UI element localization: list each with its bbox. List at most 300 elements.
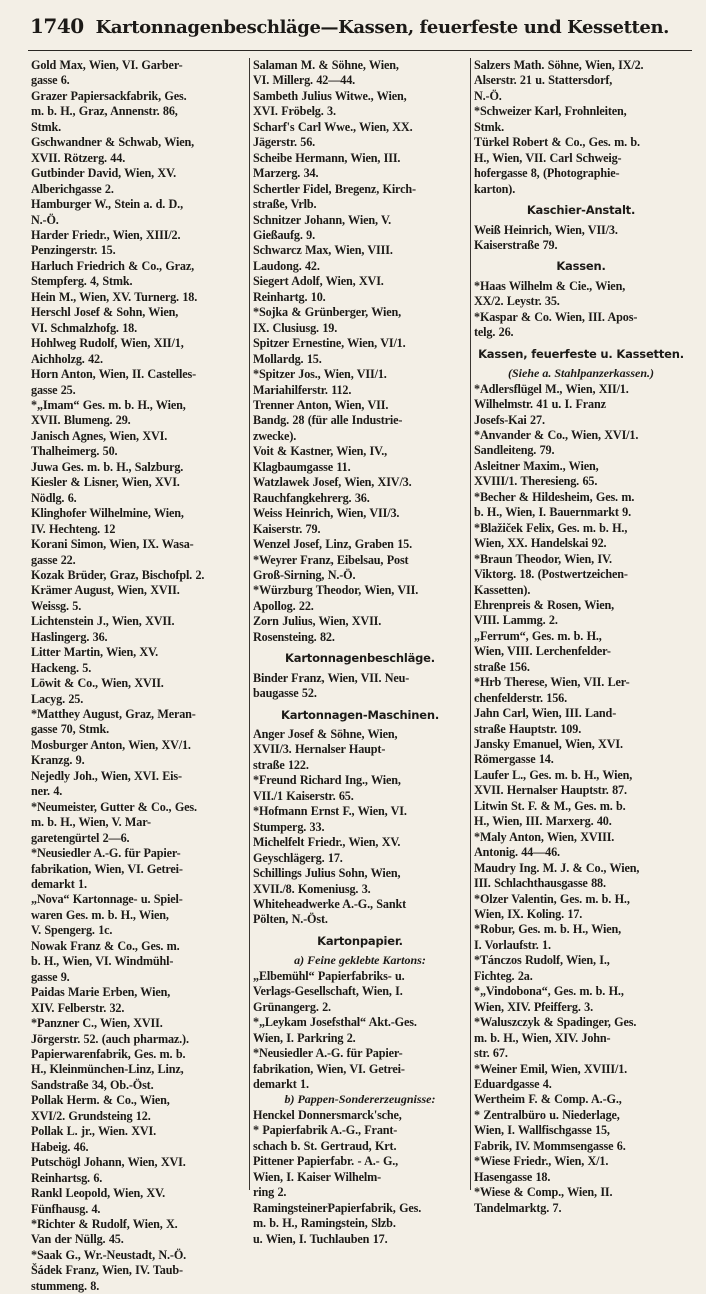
entry-line: *Robur, Ges. m. b. H., Wien, xyxy=(474,922,622,937)
entry-line: *Waluszczyk & Spadinger, Ges. xyxy=(474,1015,637,1030)
running-title: Kartonnagenbeschläge—Kassen, feuerfeste und Kessetten. xyxy=(95,17,670,38)
entry-line: Mariahilferstr. 112. xyxy=(253,382,352,397)
section-subheading: a) Feine geklebte Kartons: xyxy=(294,953,426,968)
entry-line: Gutbinder David, Wien, XV. xyxy=(31,166,177,181)
directory-entry xyxy=(31,769,246,800)
entry-line: m. b. H., Ramingstein, Slzb. xyxy=(253,1216,396,1231)
directory-entry xyxy=(31,58,246,89)
entry-line: Stmk. xyxy=(474,119,505,134)
directory-entry xyxy=(253,1154,467,1200)
entry-line: VI. Millerg. 42—44. xyxy=(253,73,356,88)
entry-line: Gold Max, Wien, VI. Garber- xyxy=(31,58,183,72)
entry-line: Fichteg. 2a. xyxy=(474,968,533,983)
entry-line: Trenner Anton, Wien, VII. xyxy=(253,397,389,412)
entry-line: *„Imam“ Ges. m. b. H., Wien, xyxy=(31,397,186,412)
entry-line: *Olzer Valentin, Ges. m. b. H., xyxy=(474,891,630,906)
directory-entry xyxy=(253,773,467,804)
entry-line: Salaman M. & Söhne, Wien, xyxy=(253,58,399,72)
entry-line: Rauchfangkehrerg. 36. xyxy=(253,490,370,505)
section-heading: Kassen. xyxy=(556,259,606,274)
entry-line: ner. 4. xyxy=(31,784,63,799)
entry-line: Laufer L., Ges. m. b. H., Wien, xyxy=(474,767,633,782)
directory-entry xyxy=(31,614,246,645)
entry-line: waren Ges. m. b. H., Wien, xyxy=(31,907,169,922)
entry-line: Viktorg. 18. (Postwertzeichen- xyxy=(474,567,628,582)
entry-line: Maudry Ing. M. J. & Co., Wien, xyxy=(474,860,640,875)
entry-line: Kozak Brüder, Graz, Bischofpl. 2. xyxy=(31,567,205,582)
entry-line: straße, Vrlb. xyxy=(253,197,317,212)
directory-entry xyxy=(474,521,688,552)
entry-line: gasse 6. xyxy=(31,73,70,88)
entry-line: *Wiese Friedr., Wien, X/1. xyxy=(474,1154,609,1169)
directory-entry xyxy=(474,1015,688,1061)
entry-line: *Schweizer Karl, Frohnleiten, xyxy=(474,104,627,119)
directory-entry xyxy=(31,398,246,429)
entry-line: Harluch Friedrich & Co., Graz, xyxy=(31,258,195,273)
entry-line: Aichholzg. 42. xyxy=(31,351,103,366)
directory-entry xyxy=(31,429,246,460)
entry-line: Wien, XIV. Pfeifferg. 3. xyxy=(474,999,593,1014)
entry-line: Whiteheadwerke A.-G., Sankt xyxy=(253,897,407,912)
entry-line: Pölten, N.-Öst. xyxy=(253,912,328,927)
entry-line: Lacyg. 25. xyxy=(31,691,84,706)
entry-line: Bandg. 28 (für alle Industrie- xyxy=(253,413,403,428)
column-1 xyxy=(28,58,249,1293)
entry-line: Jägerstr. 56. xyxy=(253,135,316,150)
entry-line: „Elbemühl“ Papierfabriks- u. xyxy=(253,968,405,983)
entry-line: *Richter & Rudolf, Wien, X. xyxy=(31,1216,178,1231)
entry-line: XVII. Rötzerg. 44. xyxy=(31,150,126,165)
directory-entry xyxy=(253,614,467,645)
directory-entry xyxy=(253,475,467,506)
entry-line: Grazer Papiersackfabrik, Ges. xyxy=(31,88,187,103)
directory-entry xyxy=(474,598,688,629)
entry-line: XVII/3. Hernalser Haupt- xyxy=(253,742,386,757)
entry-line: XIV. Felberstr. 32. xyxy=(31,1000,125,1015)
directory-entry xyxy=(474,1062,688,1093)
directory-entry xyxy=(474,737,688,768)
entry-line: Marzerg. 34. xyxy=(253,166,319,181)
entry-line: Janisch Agnes, Wien, XVI. xyxy=(31,428,168,443)
directory-entry xyxy=(474,768,688,799)
entry-line: Rankl Leopold, Wien, XV. xyxy=(31,1186,166,1201)
directory-entry xyxy=(31,1186,246,1217)
entry-line: V. Spengerg. 1c. xyxy=(31,923,113,938)
entry-line: Gschwandner & Schwab, Wien, xyxy=(31,135,195,150)
header-rule xyxy=(28,50,692,51)
directory-entry xyxy=(253,151,467,182)
entry-line: *Maly Anton, Wien, XVIII. xyxy=(474,829,615,844)
directory-entry xyxy=(474,58,688,104)
directory-entry xyxy=(253,835,467,866)
directory-entry xyxy=(253,671,467,702)
entry-line: IV. Hechteng. 12 xyxy=(31,521,116,536)
entry-line: Voit & Kastner, Wien, IV., xyxy=(253,444,387,459)
directory-entry xyxy=(474,459,688,490)
entry-line: Stempferg. 4, Stmk. xyxy=(31,274,133,289)
entry-line: Scheibe Hermann, Wien, III. xyxy=(253,150,401,165)
entry-line: H., Wien, III. Marxerg. 40. xyxy=(474,814,612,829)
directory-entry xyxy=(474,223,688,254)
directory-entry xyxy=(253,243,467,274)
directory-entry xyxy=(31,800,246,846)
entry-line: Jansky Emanuel, Wien, XVI. xyxy=(474,737,623,752)
directory-entry xyxy=(31,1263,246,1294)
entry-line: Schwarcz Max, Wien, VIII. xyxy=(253,243,393,258)
directory-entry xyxy=(474,310,688,341)
entry-line: Groß-Sirning, N.-Ö. xyxy=(253,567,356,582)
page-header xyxy=(30,14,690,44)
directory-entry xyxy=(474,922,688,953)
directory-entry xyxy=(31,135,246,166)
directory-entry xyxy=(253,398,467,444)
entry-line: Litter Martin, Wien, XV. xyxy=(31,645,158,660)
entry-line: Reinhartg. 10. xyxy=(253,289,326,304)
directory-entry xyxy=(474,830,688,861)
entry-line: Alberichgasse 2. xyxy=(31,181,114,196)
directory-entry xyxy=(31,939,246,985)
entry-line: *Hofmann Ernst F., Wien, VI. xyxy=(253,804,407,819)
entry-line: Türkel Robert & Co., Ges. m. b. xyxy=(474,135,640,150)
section-subheading: (Siehe a. Stahlpanzerkassen.) xyxy=(507,366,655,381)
directory-entry xyxy=(474,953,688,984)
entry-line: Geyschlägerg. 17. xyxy=(253,850,343,865)
entry-line: Wien, I. Wallfischgasse 15, xyxy=(474,1123,610,1138)
entry-line: XVIII/1. Theresieng. 65. xyxy=(474,474,598,489)
entry-line: Krämer August, Wien, XVII. xyxy=(31,583,180,598)
directory-entry xyxy=(31,985,246,1016)
entry-line: Josefs-Kai 27. xyxy=(474,412,545,427)
entry-line: *Neusiedler A.-G. für Papier- xyxy=(31,846,181,861)
entry-line: *Haas Wilhelm & Cie., Wien, xyxy=(474,278,626,293)
entry-line: Apollog. 22. xyxy=(253,598,314,613)
entry-line: Mollardg. 15. xyxy=(253,351,322,366)
entry-line: XX/2. Leystr. 35. xyxy=(474,294,560,309)
entry-line: Henckel Donnersmarck'sche, xyxy=(253,1107,402,1122)
entry-line: Stmk. xyxy=(31,119,62,134)
entry-line: Hohlweg Rudolf, Wien, XII/1, xyxy=(31,336,184,351)
directory-entry xyxy=(253,804,467,835)
entry-line: gasse 25. xyxy=(31,382,76,397)
entry-line: Habeig. 46. xyxy=(31,1139,89,1154)
directory-entry xyxy=(474,490,688,521)
entry-line: Kassetten). xyxy=(474,582,531,597)
directory-entry xyxy=(31,1124,246,1155)
entry-line: *Becher & Hildesheim, Ges. m. xyxy=(474,489,635,504)
entry-line: m. b. H., Wien, XIV. John- xyxy=(474,1030,611,1045)
entry-line: *Freund Richard Ing., Wien, xyxy=(253,773,401,788)
entry-line: Pollak Herm. & Co., Wien, xyxy=(31,1093,170,1108)
directory-entry xyxy=(31,166,246,197)
entry-line: Kiesler & Lisner, Wien, XVI. xyxy=(31,475,180,490)
entry-line: Eduardgasse 4. xyxy=(474,1077,552,1091)
directory-entry xyxy=(253,367,467,398)
entry-line: Kaiserstr. 79. xyxy=(253,521,321,536)
entry-line: zwecke). xyxy=(253,428,297,443)
entry-line: Penzingerstr. 15. xyxy=(31,243,116,258)
entry-line: Fünfhausg. 4. xyxy=(31,1201,101,1216)
entry-line: Jörgerstr. 52. (auch pharmaz.). xyxy=(31,1031,189,1046)
entry-line: Hamburger W., Stein a. d. D., xyxy=(31,197,183,212)
entry-line: „Ferrum“, Ges. m. b. H., xyxy=(474,628,602,643)
entry-line: *Wiese & Comp., Wien, II. xyxy=(474,1185,613,1200)
entry-line: Kaiserstraße 79. xyxy=(474,237,558,252)
entry-line: Gießaufg. 9. xyxy=(253,227,316,242)
entry-line: N.-Ö. xyxy=(474,88,502,103)
entry-line: baugasse 52. xyxy=(253,686,317,701)
entry-line: b. H., Wien, I. Bauernmarkt 9. xyxy=(474,505,632,520)
entry-line: *Adlersflügel M., Wien, XII/1. xyxy=(474,381,629,396)
entry-line: Šádek Franz, Wien, IV. Taub- xyxy=(31,1263,183,1278)
entry-line: Zorn Julius, Wien, XVII. xyxy=(253,614,382,629)
entry-line: *Würzburg Theodor, Wien, VII. xyxy=(253,583,419,598)
directory-entry xyxy=(31,846,246,892)
entry-line: Paidas Marie Erben, Wien, xyxy=(31,985,171,1000)
directory-entry xyxy=(474,552,688,598)
entry-line: H., Wien, VII. Carl Schweig- xyxy=(474,150,622,165)
entry-line: III. Schlachthausgasse 88. xyxy=(474,876,606,891)
entry-line: XVII. Hernalser Hauptstr. 87. xyxy=(474,783,627,798)
directory-entry xyxy=(31,537,246,568)
directory-entry xyxy=(253,336,467,367)
entry-line: Wilhelmstr. 41 u. I. Franz xyxy=(474,397,606,412)
entry-line: Harder Friedr., Wien, XIII/2. xyxy=(31,227,181,242)
entry-line: Thalheimerg. 50. xyxy=(31,444,118,459)
directory-entry xyxy=(31,305,246,336)
entry-line: Kranzg. 9. xyxy=(31,753,85,768)
entry-line: Hackeng. 5. xyxy=(31,660,92,675)
directory-entry xyxy=(253,553,467,584)
entry-line: Nejedly Joh., Wien, XVI. Eis- xyxy=(31,768,182,783)
directory-entry xyxy=(474,984,688,1015)
entry-line: Juwa Ges. m. b. H., Salzburg. xyxy=(31,459,184,474)
directory-entry xyxy=(253,1108,467,1154)
entry-line: straße 122. xyxy=(253,757,309,772)
entry-line: garetengürtel 2—6. xyxy=(31,830,130,845)
entry-line: schach b. St. Gertraud, Krt. xyxy=(253,1138,397,1153)
entry-line: *Tánczos Rudolf, Wien, I., xyxy=(474,953,610,968)
entry-line: * Papierfabrik A.-G., Frant- xyxy=(253,1123,398,1138)
directory-entry xyxy=(474,382,688,428)
directory-entry xyxy=(31,1155,246,1186)
directory-entry xyxy=(253,506,467,537)
entry-line: *„Leykam Josefsthal“ Akt.-Ges. xyxy=(253,1015,417,1030)
directory-entry xyxy=(253,727,467,773)
entry-line: Korani Simon, Wien, IX. Wasa- xyxy=(31,537,194,552)
directory-entry xyxy=(31,1093,246,1124)
directory-entry xyxy=(31,645,246,676)
section-heading: Kassen, feuerfeste u. Kassetten. xyxy=(478,346,684,361)
entry-line: Alserstr. 21 u. Stattersdorf, xyxy=(474,73,613,88)
entry-line: fabrikation, Wien, VI. Getrei- xyxy=(31,861,183,876)
entry-line: demarkt 1. xyxy=(31,877,87,892)
entry-line: *Weyrer Franz, Eibelsau, Post xyxy=(253,552,409,567)
entry-line: Laudong. 42. xyxy=(253,258,320,273)
entry-line: Wien, VIII. Lerchenfelder- xyxy=(474,644,611,659)
entry-line: Wien, XX. Handelskai 92. xyxy=(474,536,607,551)
directory-entry xyxy=(253,866,467,897)
entry-line: Wien, IX. Koling. 17. xyxy=(474,907,583,922)
directory-entry xyxy=(31,197,246,228)
entry-line: Weissg. 5. xyxy=(31,598,82,613)
entry-line: VI. Schmalzhofg. 18. xyxy=(31,320,137,335)
entry-line: gasse 70, Stmk. xyxy=(31,722,109,737)
entry-line: XVII./8. Komeniusg. 3. xyxy=(253,881,371,896)
entry-line: Wien, I. Parkring 2. xyxy=(253,1030,356,1045)
entry-line: b. H., Wien, VI. Windmühl- xyxy=(31,954,174,969)
entry-line: Wertheim F. & Comp. A.-G., xyxy=(474,1092,622,1107)
directory-entry xyxy=(474,675,688,706)
directory-entry xyxy=(474,706,688,737)
entry-line: gasse 9. xyxy=(31,969,70,984)
entry-line: Fabrik, IV. Mommsengasse 6. xyxy=(474,1138,626,1153)
entry-line: telg. 26. xyxy=(474,325,514,340)
entry-line: Siegert Adolf, Wien, XVI. xyxy=(253,274,384,289)
entry-line: Tandelmarktg. 7. xyxy=(474,1200,562,1215)
entry-line: Rosensteing. 82. xyxy=(253,629,335,644)
entry-line: Salzers Math. Söhne, Wien, IX/2. xyxy=(474,58,644,72)
entry-line: IX. Clusiusg. 19. xyxy=(253,320,338,335)
directory-entry xyxy=(31,228,246,259)
entry-line: Binder Franz, Wien, VII. Neu- xyxy=(253,670,410,685)
directory-entry xyxy=(474,104,688,135)
entry-line: str. 67. xyxy=(474,1046,508,1061)
directory-entry xyxy=(253,1015,467,1046)
directory-entry xyxy=(253,583,467,614)
entry-line: Hasengasse 18. xyxy=(474,1169,551,1184)
entry-line: „Nova“ Kartonnage- u. Spiel- xyxy=(31,892,183,907)
directory-entry xyxy=(253,120,467,151)
entry-line: m. b. H., Wien, V. Mar- xyxy=(31,815,151,830)
section-subheading: b) Pappen-Sondererzeugnisse: xyxy=(284,1092,436,1107)
entry-line: *Panzner C., Wien, XVII. xyxy=(31,1016,163,1031)
directory-entry xyxy=(253,969,467,1015)
entry-line: Schertler Fidel, Bregenz, Kirch- xyxy=(253,181,416,196)
entry-line: demarkt 1. xyxy=(253,1077,309,1091)
entry-line: *„Vindobona“, Ges. m. b. H., xyxy=(474,984,624,999)
entry-line: ring 2. xyxy=(253,1185,287,1200)
entry-line: Grünangerg. 2. xyxy=(253,999,331,1014)
entry-line: Mosburger Anton, Wien, XV/1. xyxy=(31,737,191,752)
directory-entry xyxy=(474,1092,688,1154)
entry-line: Löwit & Co., Wien, XVII. xyxy=(31,676,164,691)
directory-entry xyxy=(31,506,246,537)
directory-entry xyxy=(31,475,246,506)
section-heading: Kartonnagenbeschläge. xyxy=(285,651,435,666)
entry-line: Michelfelt Friedr., Wien, XV. xyxy=(253,835,401,850)
entry-line: Anger Josef & Söhne, Wien, xyxy=(253,727,398,742)
directory-entry xyxy=(31,259,246,290)
entry-line: *Braun Theodor, Wien, IV. xyxy=(474,551,612,566)
directory-entry xyxy=(474,1154,688,1185)
section-heading: Kaschier-Anstalt. xyxy=(526,203,636,218)
entry-line: RamingsteinerPapierfabrik, Ges. xyxy=(253,1200,422,1215)
directory-entry xyxy=(253,1046,467,1092)
directory-entry xyxy=(474,629,688,675)
directory-entry xyxy=(31,460,246,475)
entry-line: *Saak G., Wr.-Neustadt, N.-Ö. xyxy=(31,1247,187,1262)
directory-entry xyxy=(253,89,467,120)
entry-line: Pittener Papierfabr. - A.- G., xyxy=(253,1154,399,1169)
directory-entry xyxy=(31,1217,246,1248)
directory-entry xyxy=(31,568,246,583)
entry-line: hofergasse 8, (Photographie- xyxy=(474,166,620,181)
entry-line: Sandleiteng. 79. xyxy=(474,443,555,458)
entry-line: Herschl Josef & Sohn, Wien, xyxy=(31,305,179,320)
entry-line: *Blažiček Felix, Ges. m. b. H., xyxy=(474,520,628,535)
entry-line: fabrikation, Wien, VI. Getrei- xyxy=(253,1061,405,1076)
entry-line: Klinghofer Wilhelmine, Wien, xyxy=(31,506,184,521)
directory-entry xyxy=(31,290,246,305)
entry-line: *Weiner Emil, Wien, XVIII/1. xyxy=(474,1061,628,1076)
directory-entry xyxy=(253,182,467,213)
entry-line: Jahn Carl, Wien, III. Land- xyxy=(474,706,617,721)
entry-line: XVII. Blumeng. 29. xyxy=(31,413,131,428)
entry-line: Lichtenstein J., Wien, XVII. xyxy=(31,614,175,629)
entry-line: * Zentralbüro u. Niederlage, xyxy=(474,1107,620,1122)
entry-line: Römergasse 14. xyxy=(474,752,554,767)
entry-line: VII./1 Kaiserstr. 65. xyxy=(253,788,354,803)
directory-entry xyxy=(31,1047,246,1093)
directory-entry xyxy=(474,428,688,459)
entry-line: Nödlg. 6. xyxy=(31,490,77,505)
directory-entry xyxy=(474,799,688,830)
entry-line: Sandstraße 34, Ob.-Öst. xyxy=(31,1077,154,1092)
directory-entry xyxy=(31,892,246,938)
entry-line: Schillings Julius Sohn, Wien, xyxy=(253,866,401,881)
entry-line: N.-Ö. xyxy=(31,212,59,227)
directory-entry xyxy=(253,444,467,475)
entry-line: straße 156. xyxy=(474,659,530,674)
entry-line: u. Wien, I. Tuchlauben 17. xyxy=(253,1231,388,1246)
entry-line: karton). xyxy=(474,181,516,196)
entry-line: XVI. Fröbelg. 3. xyxy=(253,104,336,119)
directory-entry xyxy=(253,274,467,305)
entry-line: Asleitner Maxim., Wien, xyxy=(474,458,599,473)
entry-line: Klagbaumgasse 11. xyxy=(253,459,351,474)
entry-line: Reinhartsg. 6. xyxy=(31,1170,103,1185)
entry-line: *Anvander & Co., Wien, XVI/1. xyxy=(474,427,639,442)
entry-line: Wenzel Josef, Linz, Graben 15. xyxy=(253,537,412,552)
entry-line: Scharf's Carl Wwe., Wien, XX. xyxy=(253,119,413,134)
entry-line: Wien, I. Kaiser Wilhelm- xyxy=(253,1169,382,1184)
directory-entry xyxy=(474,861,688,892)
directory-entry xyxy=(31,367,246,398)
entry-line: *Neumeister, Gutter & Co., Ges. xyxy=(31,799,197,814)
entry-line: *Neusiedler A.-G. für Papier- xyxy=(253,1046,403,1061)
directory-entry xyxy=(474,279,688,310)
page-number: 1740 xyxy=(30,14,84,38)
directory-entry xyxy=(253,897,467,928)
directory-entry xyxy=(253,537,467,552)
entry-line: *Kaspar & Co. Wien, III. Apos- xyxy=(474,309,638,324)
directory-entry xyxy=(31,1016,246,1047)
directory-entry xyxy=(474,1185,688,1216)
entry-line: *Hrb Therese, Wien, VII. Ler- xyxy=(474,675,630,690)
entry-line: Stumperg. 33. xyxy=(253,819,325,834)
entry-line: Watzlawek Josef, Wien, XIV/3. xyxy=(253,475,412,490)
entry-line: Pollak L. jr., Wien. XVI. xyxy=(31,1124,156,1139)
directory-entry xyxy=(253,58,467,89)
directory-entry xyxy=(474,135,688,197)
directory-entry xyxy=(31,336,246,367)
directory-entry xyxy=(253,305,467,336)
entry-line: H., Kleinmünchen-Linz, Linz, xyxy=(31,1062,184,1077)
entry-line: Antonig. 44—46. xyxy=(474,845,560,860)
directory-entry xyxy=(253,1201,467,1247)
entry-line: Verlags-Gesellschaft, Wien, I. xyxy=(253,984,403,999)
entry-line: Nowak Franz & Co., Ges. m. xyxy=(31,938,180,953)
